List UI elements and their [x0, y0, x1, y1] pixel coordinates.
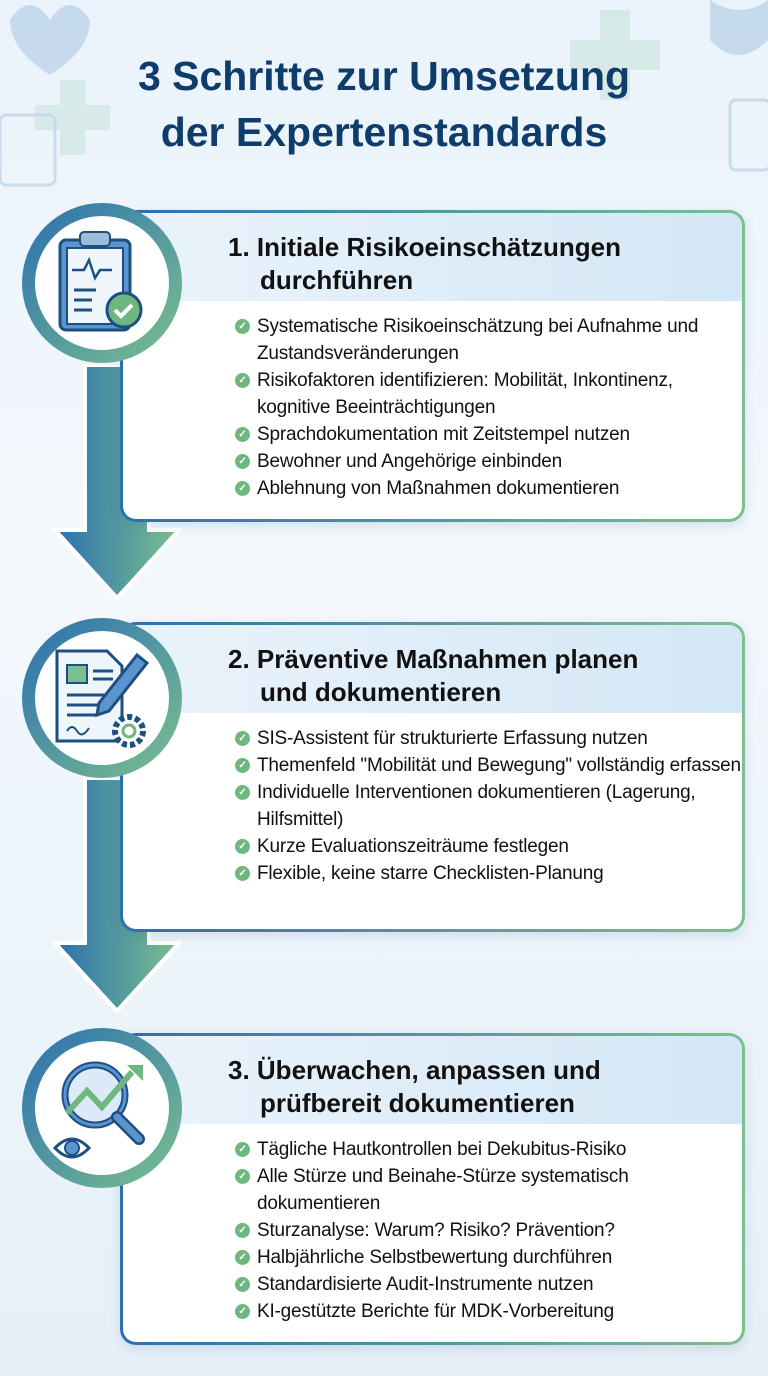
title-line-2: der Expertenstandards [160, 109, 608, 155]
magnifier-trend-eye-icon [47, 1053, 157, 1163]
bullet-item: ✓ Sturzanalyse: Warum? Risiko? Prävention? [235, 1217, 742, 1244]
step-heading-line: und dokumentieren [260, 677, 502, 707]
step-heading-line: prüfbereit dokumentieren [260, 1088, 575, 1118]
title-line-1: 3 Schritte zur Umsetzung [137, 53, 631, 99]
step-icon-background [35, 216, 169, 350]
step-heading [123, 1036, 742, 1124]
step-heading-line: durchführen [260, 265, 414, 295]
page-title [0, 48, 768, 160]
bullet-item: ✓ Ablehnung von Maßnahmen dokumentieren [235, 475, 742, 502]
step-bullet-list [123, 713, 742, 887]
document-pen-gear-icon [47, 643, 157, 753]
step-heading [123, 625, 742, 713]
bullet-item: ✓ Individuelle Interventionen dokumentieren (Lagerung, Hilfsmittel) [235, 779, 742, 833]
step-card-3 [120, 1033, 745, 1345]
step-icon-background [35, 631, 169, 765]
bullet-item: ✓ SIS-Assistent für strukturierte Erfassung nutzen [235, 725, 742, 752]
step-icon-circle-2 [22, 618, 182, 778]
bullet-item: ✓ Bewohner und Angehörige einbinden [235, 448, 742, 475]
bullet-item: ✓ Flexible, keine starre Checklisten-Planung [235, 860, 742, 887]
bullet-item: ✓ Tägliche Hautkontrollen bei Dekubitus-Risiko [235, 1136, 742, 1163]
step-card-2 [120, 622, 745, 932]
step-bullet-list [123, 1124, 742, 1325]
step-icon-background [35, 1041, 169, 1175]
bullet-item: ✓ Systematische Risikoeinschätzung bei Aufnahme und Zustandsveränderungen [235, 313, 742, 367]
bullet-item: ✓ Risikofaktoren identifizieren: Mobilität, Inkontinenz, kognitive Beeinträchtigungen [235, 367, 742, 421]
step-heading [123, 213, 742, 301]
step-heading-line: 3. Überwachen, anpassen und [228, 1055, 601, 1085]
bullet-item: ✓ Kurze Evaluationszeiträume festlegen [235, 833, 742, 860]
bullet-item: ✓ Halbjährliche Selbstbewertung durchführen [235, 1244, 742, 1271]
step-heading-line: 2. Präventive Maßnahmen planen [228, 644, 639, 674]
step-heading-line: 1. Initiale Risikoeinschätzungen [228, 232, 621, 262]
bullet-item: ✓ Themenfeld "Mobilität und Bewegung" vollständig erfassen [235, 752, 742, 779]
step-icon-circle-1 [22, 203, 182, 363]
bullet-item: ✓ Alle Stürze und Beinahe-Stürze systematisch dokumentieren [235, 1163, 742, 1217]
step-icon-circle-3 [22, 1028, 182, 1188]
step-bullet-list [123, 301, 742, 502]
bullet-item: ✓ KI-gestützte Berichte für MDK-Vorbereitung [235, 1298, 742, 1325]
bullet-item: ✓ Standardisierte Audit-Instrumente nutzen [235, 1271, 742, 1298]
step-card-1 [120, 210, 745, 522]
bullet-item: ✓ Sprachdokumentation mit Zeitstempel nutzen [235, 421, 742, 448]
clipboard-check-icon [52, 228, 152, 338]
